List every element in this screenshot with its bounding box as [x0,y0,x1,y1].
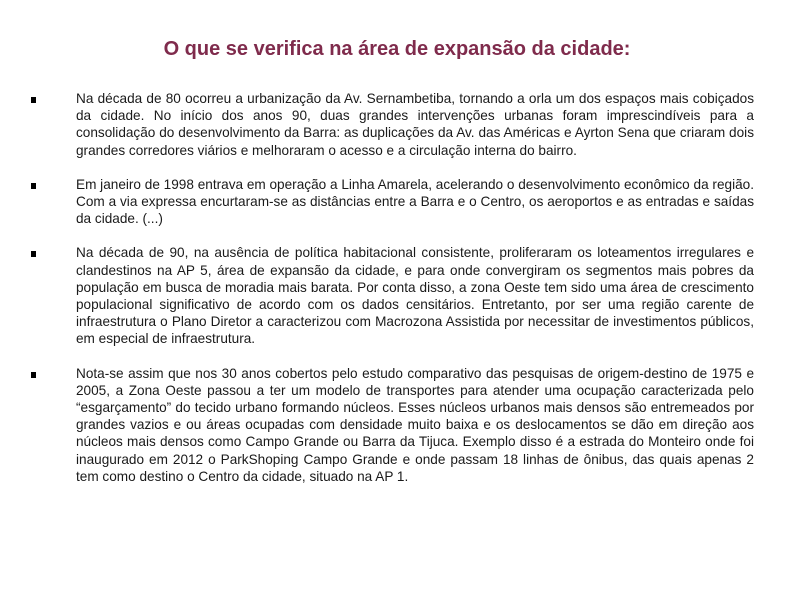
bullet-text: Na década de 80 ocorreu a urbanização da Av. Sernambetiba, tornando a orla um dos espaços mais cobiçados da cidade. No início dos anos 90, duas grandes intervenções urbanas foram imprescindíveis para a consolidação do desenvolvimento da Barra: as duplicações da Av. das Américas e Ayrton Sena que criaram dois grandes corredores viários e melhoraram o acesso e a circulação interna do bairro. [76,91,754,158]
bullet-list [30,90,754,485]
square-bullet-icon [31,97,36,103]
square-bullet-icon [31,183,36,189]
list-item [30,176,754,228]
list-item [30,90,754,159]
bullet-text: Na década de 90, na ausência de política habitacional consistente, proliferaram os loteamentos irregulares e clandestinos na AP 5, área de expansão da cidade, e para onde convergiram os segmentos mais pobres da população em busca de moradia mais barata. Por conta disso, a zona Oeste tem sido uma área de crescimento populacional significativo de acordo com os dados censitários. Entretanto, por ser uma região carente de infraestrutura o Plano Diretor a caracterizou com Macrozona Assistida por necessitar de investimentos públicos, em especial de infraestrutura. [76,245,754,347]
slide-title: O que se verifica na área de expansão da cidade: [163,38,631,60]
bullet-text: Nota-se assim que nos 30 anos cobertos pelo estudo comparativo das pesquisas de origem-destino de 1975 e 2005, a Zona Oeste passou a ter um modelo de transportes para atender uma ocupação caracterizada pelo “esgarçamento” do tecido urbano formando núcleos. Esses núcleos urbanos mais densos são entremeados por grandes vazios e ou áreas ocupadas com densidade muito baixa e os deslocamentos se dão em direção aos núcleos mais densos como Campo Grande ou Barra da Tijuca. Exemplo disso é a estrada do Monteiro onde foi inaugurado em 2012 o ParkShoping Campo Grande e onde passam 18 linhas de ônibus, das quais apenas 2 tem como destino o Centro da cidade, situado na AP 1. [76,365,754,484]
list-item [30,365,754,485]
list-item [30,244,754,347]
square-bullet-icon [31,372,36,378]
square-bullet-icon [31,251,36,257]
bullet-text: Em janeiro de 1998 entrava em operação a Linha Amarela, acelerando o desenvolvimento econômico da região. Com a via expressa encurtaram-se as distâncias entre a Barra e o Centro, os aeroportos e as entradas e saídas da cidade. (...) [76,176,754,227]
